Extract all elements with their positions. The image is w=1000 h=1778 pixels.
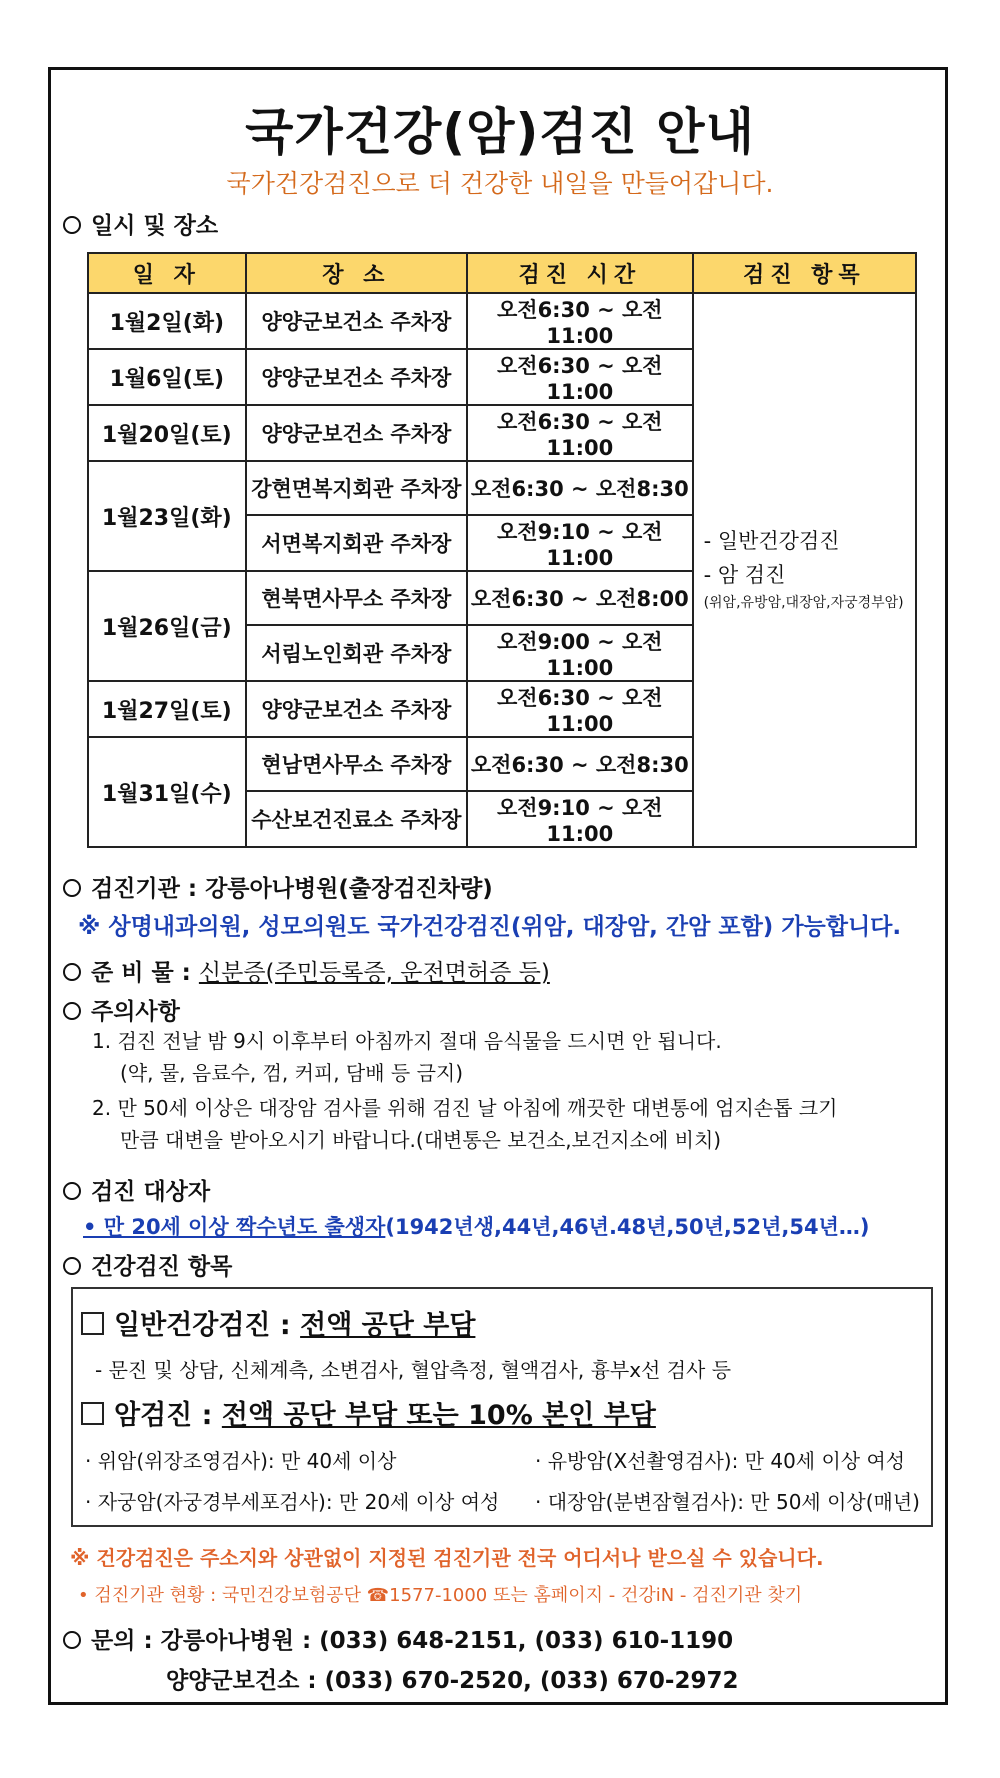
page-title: 국가건강(암)검진 안내 (245, 103, 755, 161)
cancer-item-colon: · 대장암(분변잠혈검사): 만 50세 이상(매년) (535, 1490, 920, 1514)
header-time: 검진 시간 (467, 253, 693, 293)
row-place: 현북면사무소 주차장 (246, 571, 467, 625)
row-place: 양양군보건소 주차장 (246, 349, 467, 405)
section-contact (63, 1622, 733, 1655)
caution-item-2-detail: 만큼 대변을 받아오시기 바랍니다.(대변통은 보건소,보건지소에 비치) (120, 1128, 722, 1152)
row-place: 현남면사무소 주차장 (246, 737, 467, 791)
cancer-exam-label: 암검진 : (114, 1400, 213, 1431)
section-schedule (63, 207, 218, 240)
items-title: 건강검진 항목 (91, 1254, 233, 1280)
row-date: 1월20일(토) (88, 405, 246, 461)
caution-item-1-detail: (약, 물, 음료수, 껌, 커피, 담배 등 금지) (120, 1061, 464, 1085)
row-time: 오전6:30 ~ 오전8:00 (467, 571, 693, 625)
table-row (88, 293, 916, 349)
row-place: 서면복지회관 주차장 (246, 515, 467, 571)
section-caution (63, 993, 180, 1026)
target-line-main: • 만 20세 이상 짝수년도 출생자 (83, 1215, 386, 1239)
general-exam-value: 전액 공단 부담 (300, 1310, 476, 1341)
row-time: 오전6:30 ~ 오전11:00 (467, 681, 693, 737)
row-date: 1월2일(화) (88, 293, 246, 349)
header-date: 일 자 (88, 253, 246, 293)
circle-bullet-icon (63, 1631, 81, 1649)
section-preparation (63, 954, 550, 987)
circle-bullet-icon (63, 963, 81, 981)
row-time: 오전9:00 ~ 오전11:00 (467, 625, 693, 681)
row-date: 1월23일(화) (88, 461, 246, 571)
section-target (63, 1173, 210, 1206)
row-time: 오전6:30 ~ 오전11:00 (467, 405, 693, 461)
target-line-years: (1942년생,44년,46년.48년,50년,52년,54년…) (385, 1215, 870, 1239)
row-place: 수산보건진료소 주차장 (246, 791, 467, 847)
institution-status-note: • 검진기관 현황 : 국민건강보험공단 ☎1577-1000 또는 홈페이지 - 건강iN - 검진기관 찾기 (78, 1585, 803, 1606)
institution-note: ※ 상명내과의원, 성모의원도 국가건강검진(위암, 대장암, 간암 포함) 가능합니다. (78, 914, 902, 940)
row-time: 오전6:30 ~ 오전8:30 (467, 737, 693, 791)
caution-item-1: 1. 검진 전날 밤 9시 이후부터 아침까지 절대 음식물을 드시면 안 됩니다. (92, 1029, 722, 1053)
institution-text: 검진기관 : 강릉아나병원(출장검진차량) (91, 876, 493, 902)
section-institution (63, 870, 493, 903)
row-date: 1월6일(토) (88, 349, 246, 405)
section-schedule-label: 일시 및 장소 (91, 213, 219, 239)
general-exam-detail: - 문진 및 상담, 신체계측, 소변검사, 혈압측정, 혈액검사, 흉부x선 검사 등 (95, 1358, 732, 1382)
row-place: 서림노인회관 주차장 (246, 625, 467, 681)
contact-health-center: 양양군보건소 : (033) 670-2520, (033) 670-2972 (166, 1668, 739, 1694)
cancer-exam-value: 전액 공단 부담 또는 10% 본인 부담 (221, 1400, 656, 1431)
row-date: 1월31일(수) (88, 737, 246, 847)
header-items: 검진 항목 (693, 253, 916, 293)
checkbox-square-icon (81, 1312, 104, 1335)
caution-title: 주의사항 (91, 999, 180, 1025)
row-time: 오전6:30 ~ 오전11:00 (467, 293, 693, 349)
cancer-item-breast: · 유방암(X선촬영검사): 만 40세 이상 여성 (535, 1449, 906, 1473)
row-place: 강현면복지회관 주차장 (246, 461, 467, 515)
circle-bullet-icon (63, 216, 81, 234)
caution-item-2: 2. 만 50세 이상은 대장암 검사를 위해 검진 날 아침에 깨끗한 대변통에 엄지손톱 크기 (92, 1096, 838, 1120)
row-time: 오전6:30 ~ 오전11:00 (467, 349, 693, 405)
cancer-item-cervical: · 자궁암(자궁경부세포검사): 만 20세 이상 여성 (85, 1490, 500, 1514)
exam-item-general: - 일반건강검진 (703, 529, 840, 554)
row-time: 오전9:10 ~ 오전11:00 (467, 791, 693, 847)
circle-bullet-icon (63, 1257, 81, 1275)
schedule-table (87, 252, 917, 848)
row-date: 1월27일(토) (88, 681, 246, 737)
row-place: 양양군보건소 주차장 (246, 293, 467, 349)
target-line (83, 1211, 870, 1241)
page-subtitle: 국가건강검진으로 더 건강한 내일을 만들어갑니다. (226, 169, 774, 198)
prep-value: 신분증(주민등록증, 운전면허증 등) (198, 960, 550, 986)
cancer-exam-heading (81, 1393, 656, 1432)
exam-items-box (71, 1287, 933, 1527)
row-place: 양양군보건소 주차장 (246, 681, 467, 737)
nationwide-note: ※ 건강검진은 주소지와 상관없이 지정된 검진기관 전국 어디서나 받으실 수 있습니다. (70, 1546, 824, 1570)
exam-item-cancer-types: (위암,유방암,대장암,자궁경부암) (703, 595, 904, 612)
exam-items-cell (693, 293, 916, 847)
circle-bullet-icon (63, 1002, 81, 1020)
section-items (63, 1248, 232, 1281)
exam-item-cancer: - 암 검진 (703, 562, 786, 587)
header-place: 장 소 (246, 253, 467, 293)
row-time: 오전9:10 ~ 오전11:00 (467, 515, 693, 571)
checkbox-square-icon (81, 1402, 104, 1425)
circle-bullet-icon (63, 879, 81, 897)
row-place: 양양군보건소 주차장 (246, 405, 467, 461)
row-time: 오전6:30 ~ 오전8:30 (467, 461, 693, 515)
contact-hospital: 문의 : 강릉아나병원 : (033) 648-2151, (033) 610-1190 (91, 1628, 734, 1654)
general-exam-label: 일반건강검진 : (114, 1310, 291, 1341)
cancer-item-stomach: · 위암(위장조영검사): 만 40세 이상 (85, 1449, 397, 1473)
general-exam-heading (81, 1303, 475, 1342)
prep-label: 준 비 물 : (91, 960, 191, 986)
target-title: 검진 대상자 (91, 1179, 211, 1205)
row-date: 1월26일(금) (88, 571, 246, 681)
circle-bullet-icon (63, 1182, 81, 1200)
